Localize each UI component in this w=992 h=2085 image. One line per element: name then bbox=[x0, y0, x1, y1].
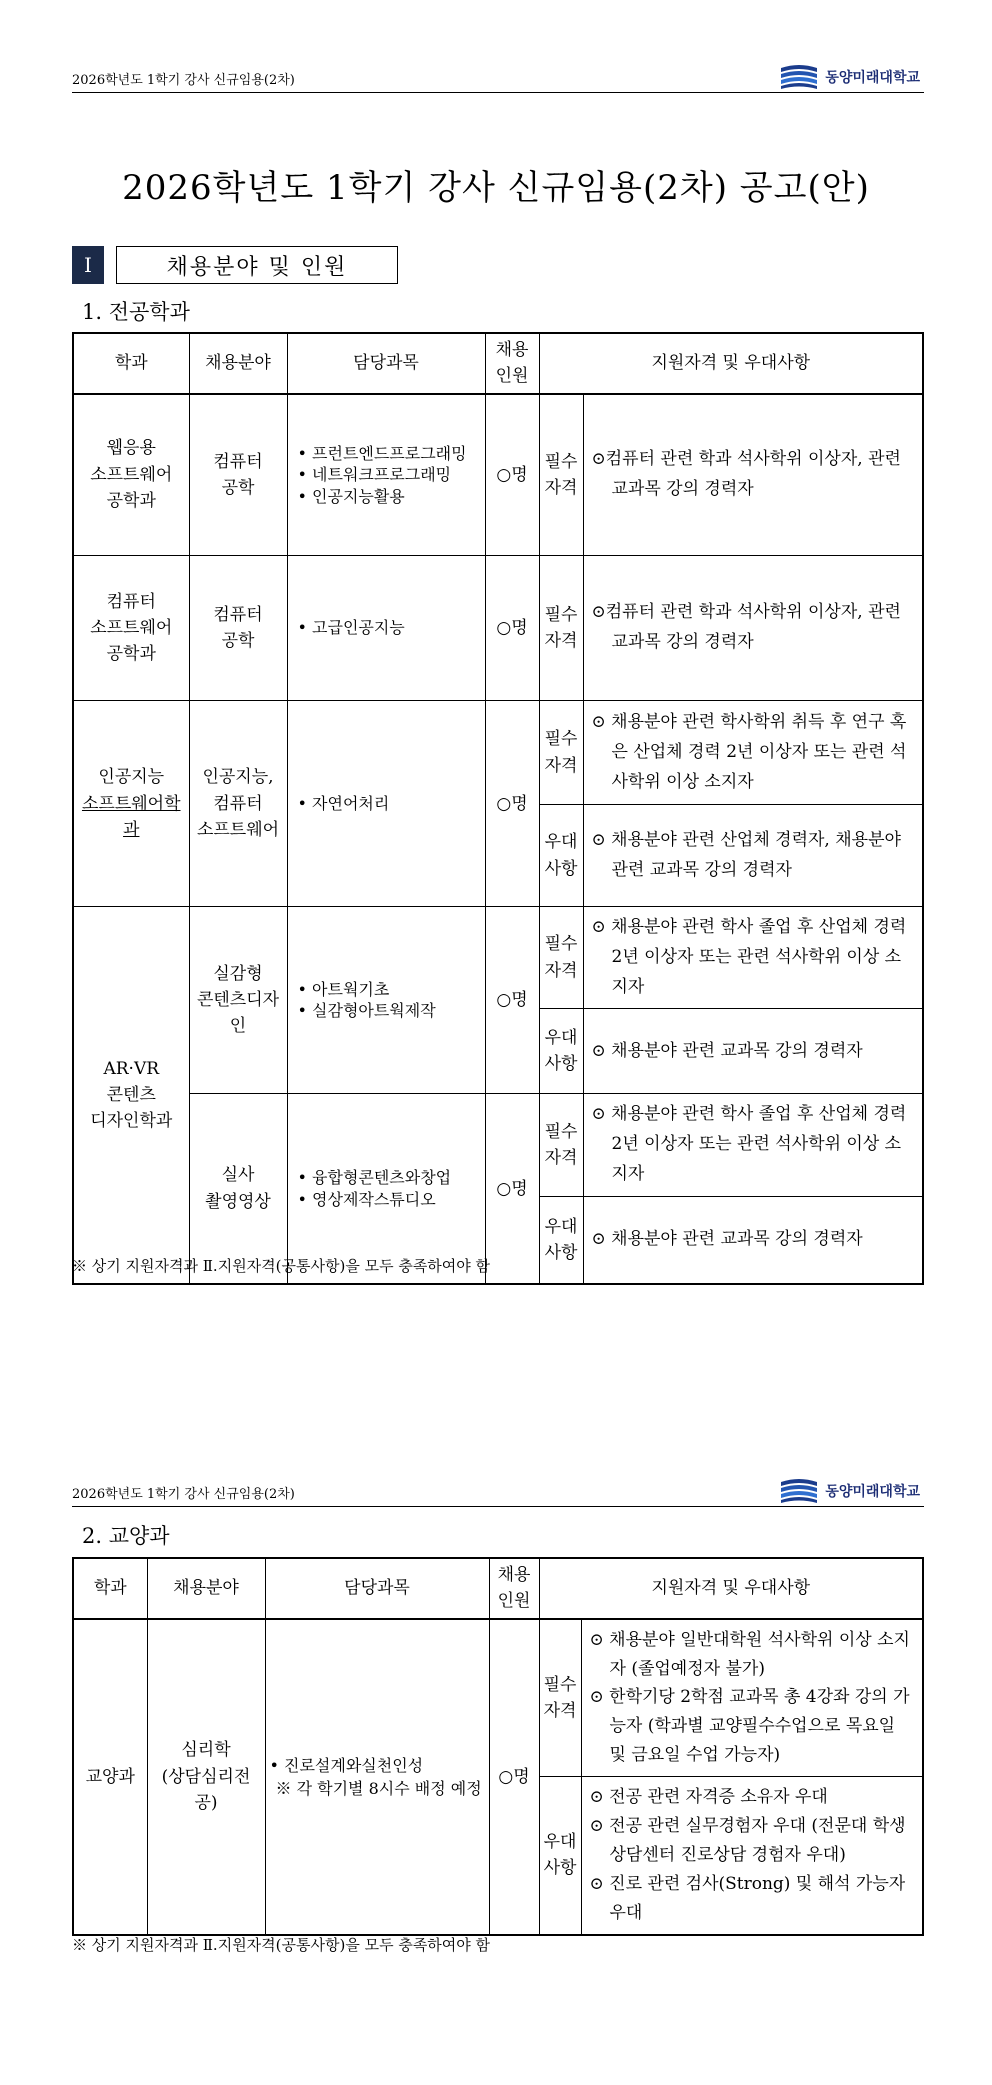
req-label: 필수 자격 bbox=[539, 394, 583, 556]
table-row bbox=[73, 907, 923, 1009]
req-text: ⊙컴퓨터 관련 학과 석사학위 이상자, 관련 교과목 강의 경력자 bbox=[583, 556, 923, 701]
major-subtitle: 1. 전공학과 bbox=[82, 300, 190, 324]
page-header bbox=[72, 62, 924, 93]
courses-cell: • 아트웍기초 • 실감형아트웍제작 bbox=[287, 907, 485, 1094]
table-row bbox=[73, 1094, 923, 1196]
header-doc-label: 2026학년도 1학기 강사 신규임용(2차) bbox=[72, 1487, 295, 1502]
req-label: 필수 자격 bbox=[539, 1619, 581, 1777]
th-field: 채용분야 bbox=[147, 1558, 265, 1619]
pref-text: ⊙ 채용분야 관련 산업체 경력자, 채용분야 관련 교과목 강의 경력자 bbox=[583, 805, 923, 907]
field-cell: 실감형 콘텐츠디자인 bbox=[189, 907, 287, 1094]
th-field: 채용분야 bbox=[189, 333, 287, 394]
count-cell: ○명 bbox=[485, 907, 539, 1094]
courses-cell: • 고급인공지능 bbox=[287, 556, 485, 701]
dept-cell: AR·VR 콘텐츠 디자인학과 bbox=[73, 907, 189, 1285]
table-row bbox=[73, 701, 923, 805]
dept-cell: 컴퓨터 소프트웨어 공학과 bbox=[73, 556, 189, 701]
th-dept: 학과 bbox=[73, 333, 189, 394]
dept-cell: 웹응용 소프트웨어 공학과 bbox=[73, 394, 189, 556]
university-logo bbox=[779, 64, 920, 90]
courses-cell: • 자연어처리 bbox=[287, 701, 485, 907]
pref-label: 우대 사항 bbox=[539, 1196, 583, 1284]
req-text: ⊙ 채용분야 관련 학사 졸업 후 산업체 경력 2년 이상자 또는 관련 석사학위 이상 소지자 bbox=[583, 907, 923, 1009]
major-note: ※ 상기 지원자격과 Ⅱ.지원자격(공통사항)을 모두 충족하여야 함 bbox=[72, 1257, 491, 1275]
count-cell: ○명 bbox=[489, 1619, 539, 1935]
count-cell: ○명 bbox=[485, 556, 539, 701]
page-title: 2026학년도 1학기 강사 신규임용(2차) 공고(안) bbox=[122, 168, 870, 208]
dept-cell: 교양과 bbox=[73, 1619, 147, 1935]
table-row bbox=[73, 556, 923, 701]
courses-cell: • 융합형콘텐츠와창업 • 영상제작스튜디오 bbox=[287, 1094, 485, 1284]
table-row bbox=[73, 1619, 923, 1777]
pref-label: 우대 사항 bbox=[539, 1009, 583, 1094]
table-row bbox=[73, 394, 923, 556]
section-heading bbox=[72, 246, 398, 284]
section-number: I bbox=[72, 246, 104, 284]
field-cell: 컴퓨터 공학 bbox=[189, 394, 287, 556]
req-label: 필수 자격 bbox=[539, 701, 583, 805]
count-cell: ○명 bbox=[485, 394, 539, 556]
th-courses: 담당과목 bbox=[265, 1558, 489, 1619]
count-cell: ○명 bbox=[485, 701, 539, 907]
liberal-table bbox=[72, 1557, 924, 1936]
courses-cell: • 진로설계와실천인성 ※ 각 학기별 8시수 배정 예정 bbox=[265, 1619, 489, 1935]
req-label: 필수 자격 bbox=[539, 1094, 583, 1196]
pref-label: 우대 사항 bbox=[539, 805, 583, 907]
req-label: 필수 자격 bbox=[539, 907, 583, 1009]
liberal-subtitle: 2. 교양과 bbox=[82, 1524, 170, 1548]
courses-cell: • 프런트엔드프로그래밍 • 네트워크프로그래밍 • 인공지능활용 bbox=[287, 394, 485, 556]
th-courses: 담당과목 bbox=[287, 333, 485, 394]
count-cell: ○명 bbox=[485, 1094, 539, 1284]
pref-text: ⊙ 채용분야 관련 교과목 강의 경력자 bbox=[583, 1009, 923, 1094]
field-cell: 컴퓨터 공학 bbox=[189, 556, 287, 701]
section-label: 채용분야 및 인원 bbox=[116, 246, 398, 284]
th-count: 채용 인원 bbox=[485, 333, 539, 394]
header-doc-label: 2026학년도 1학기 강사 신규임용(2차) bbox=[72, 73, 295, 88]
req-text: ⊙ 채용분야 일반대학원 석사학위 이상 소지자 (졸업예정자 불가) ⊙ 한학기당 2학점 교과목 총 4강좌 강의 가능자 (학과별 교양필수수업으로 목요일 및 금요일 수업 가능자) bbox=[581, 1619, 923, 1777]
logo-mark-icon bbox=[779, 1478, 819, 1504]
pref-text: ⊙ 채용분야 관련 교과목 강의 경력자 bbox=[583, 1196, 923, 1284]
logo-text: 동양미래대학교 bbox=[825, 70, 920, 86]
liberal-note: ※ 상기 지원자격과 Ⅱ.지원자격(공통사항)을 모두 충족하여야 함 bbox=[72, 1936, 491, 1954]
th-dept: 학과 bbox=[73, 1558, 147, 1619]
pref-text: ⊙ 전공 관련 자격증 소유자 우대 ⊙ 전공 관련 실무경험자 우대 (전문대 학생상담센터 진로상담 경험자 우대) ⊙ 진로 관련 검사(Strong) 및 해석 가능자 우대 bbox=[581, 1777, 923, 1935]
th-count: 채용 인원 bbox=[489, 1558, 539, 1619]
req-text: ⊙ 채용분야 관련 학사학위 취득 후 연구 혹은 산업체 경력 2년 이상자 또는 관련 석사학위 이상 소지자 bbox=[583, 701, 923, 805]
university-logo bbox=[779, 1478, 920, 1504]
logo-mark-icon bbox=[779, 64, 819, 90]
dept-cell: 인공지능 소프트웨어학과 bbox=[73, 701, 189, 907]
req-label: 필수 자격 bbox=[539, 556, 583, 701]
field-cell: 인공지능, 컴퓨터 소프트웨어 bbox=[189, 701, 287, 907]
field-cell: 심리학 (상담심리전공) bbox=[147, 1619, 265, 1935]
major-table bbox=[72, 332, 924, 1285]
req-text: ⊙ 채용분야 관련 학사 졸업 후 산업체 경력 2년 이상자 또는 관련 석사학위 이상 소지자 bbox=[583, 1094, 923, 1196]
th-quals: 지원자격 및 우대사항 bbox=[539, 333, 923, 394]
logo-text: 동양미래대학교 bbox=[825, 1484, 920, 1500]
pref-label: 우대 사항 bbox=[539, 1777, 581, 1935]
field-cell: 실사 촬영영상 bbox=[189, 1094, 287, 1284]
th-quals: 지원자격 및 우대사항 bbox=[539, 1558, 923, 1619]
page-header-2 bbox=[72, 1476, 924, 1507]
req-text: ⊙컴퓨터 관련 학과 석사학위 이상자, 관련 교과목 강의 경력자 bbox=[583, 394, 923, 556]
